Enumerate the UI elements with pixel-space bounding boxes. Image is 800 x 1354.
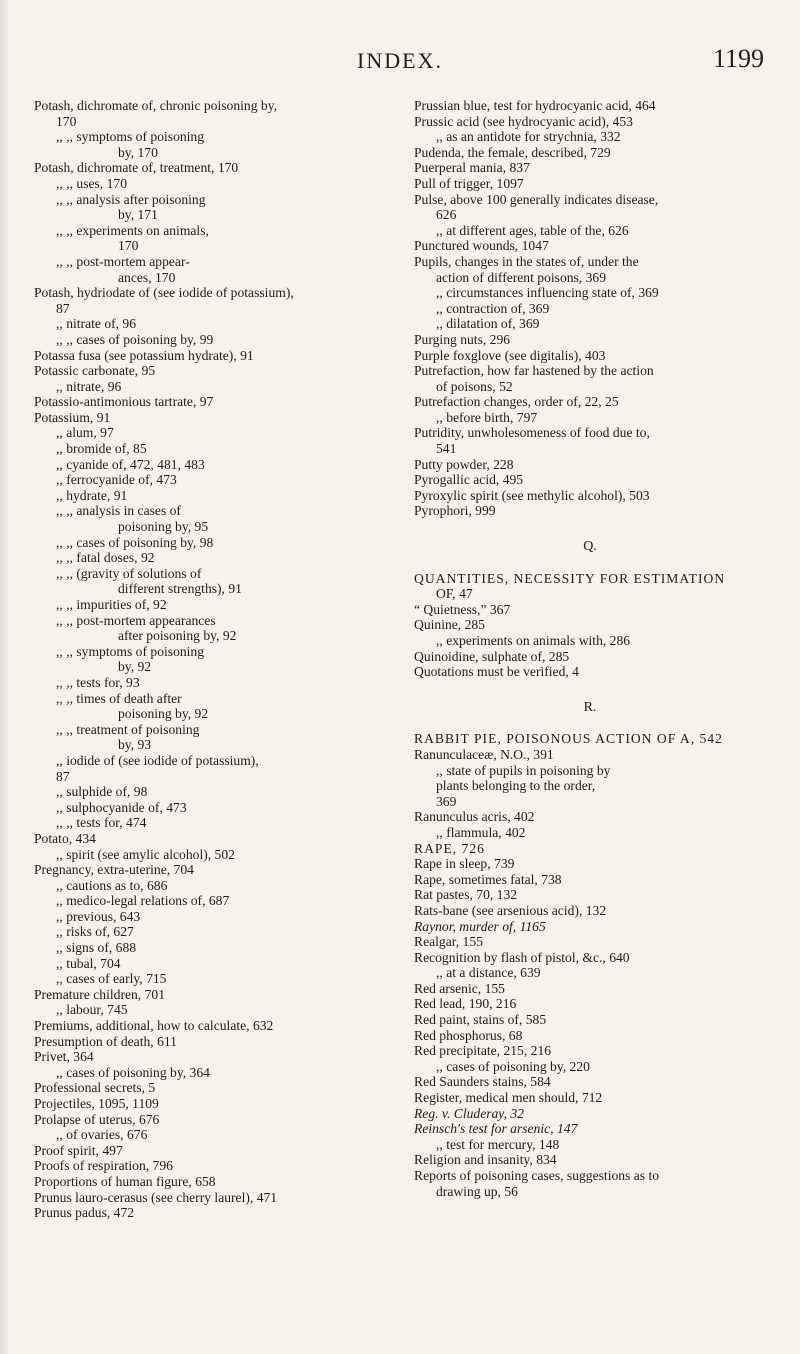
index-entry: 170 [118,238,139,254]
index-entry: ,, cases of early, 715 [56,971,167,987]
index-entry: ,, flammula, 402 [436,824,526,840]
index-entry: Pupils, changes in the states of, under the [414,253,639,269]
index-entry: ,, spirit (see amylic alcohol), 502 [56,846,235,862]
index-entry: Putrefaction changes, order of, 22, 25 [414,394,619,410]
page-number: 1199 [712,44,764,73]
index-entry: 369 [436,793,457,809]
index-entry: Recognition by flash of pistol, &c., 640 [414,949,630,965]
index-entry: ,, of ovaries, 676 [56,1127,148,1143]
index-entry: ,, tubal, 704 [56,955,121,971]
index-entry: Pulse, above 100 generally indicates disease, [414,191,659,207]
index-entry: ,, cases of poisoning by, 220 [436,1058,590,1074]
index-entry: by, 92 [118,659,152,675]
index-entry: by, 171 [118,207,158,223]
index-entry: Pull of trigger, 1097 [414,175,524,191]
index-entry: Quinoidine, sulphate of, 285 [414,648,570,664]
index-entry: Privet, 364 [34,1049,94,1065]
index-entry: 87 [56,768,70,784]
index-entry: ,, ,, post-mortem appearances [56,612,216,628]
index-entry: RABBIT PIE, POISONOUS ACTION OF A, 542 [414,731,723,747]
index-entry: Potassa fusa (see potassium hydrate), 91 [34,347,254,363]
index-entry: ,, alum, 97 [56,425,114,441]
index-entry: Potash, dichromate of, chronic poisoning by, [34,98,278,113]
index-entry: ,, ,, analysis after poisoning [56,191,206,207]
index-entry: Purple foxglove (see digitalis), 403 [414,347,606,363]
index-entry: 541 [436,441,457,457]
index-entry: Potash, dichromate of, treatment, 170 [34,160,239,176]
page-header [0,36,800,76]
index-entry: Prunus padus, 472 [34,1205,135,1221]
index-entry: Proportions of human figure, 658 [34,1173,216,1189]
index-entry: by, 170 [118,144,158,160]
index-entry: Reg. v. Cluderay, 32 [414,1105,524,1121]
page-title: INDEX. [357,48,443,73]
index-entry: QUANTITIES, NECESSITY FOR ESTIMATION [414,570,726,586]
index-entry: Prussian blue, test for hydrocyanic acid, 464 [414,98,656,113]
index-entry: Rats-bane (see arsenious acid), 132 [414,902,607,918]
index-entry: Red lead, 190, 216 [414,996,517,1012]
index-entry: Reports of poisoning cases, suggestions as to [414,1168,660,1183]
index-entry: Rat pastes, 70, 132 [414,887,518,903]
index-entry: ,, at different ages, table of the, 626 [436,222,629,238]
index-entry: ,, circumstances influencing state of, 369 [436,285,659,301]
index-entry: ,, ,, tests for, 474 [56,815,147,831]
index-entry: Prunus lauro-cerasus (see cherry laurel), 471 [34,1189,278,1205]
page-margin-shadow [0,0,10,1354]
index-entry: ,, ,, analysis in cases of [56,503,181,519]
index-entry: Professional secrets, 5 [34,1080,156,1096]
index-entry: Ranunculaceæ, N.O., 391 [414,746,554,762]
index-entry: different strengths), 91 [118,581,242,597]
index-entry: OF, 47 [436,586,473,602]
index-entry: Putrefaction, how far hastened by the action [414,363,654,379]
index-entry: action of different poisons, 369 [436,269,607,285]
index-entry: 87 [56,300,70,316]
index-entry: Ranunculus acris, 402 [414,809,535,825]
index-entry: ,, ,, (gravity of solutions of [56,565,202,581]
index-entry: Premature children, 701 [34,986,165,1002]
index-entry: Reinsch's test for arsenic, 147 [414,1121,578,1137]
index-entry: ,, ,, times of death after [56,690,182,706]
index-entry: Proof spirit, 497 [34,1142,123,1158]
section-letter: R. [583,699,597,715]
index-entry: Rape, sometimes fatal, 738 [414,871,562,887]
index-entry: ,, ferrocyanide of, 473 [56,472,177,488]
index-entry: Putridity, unwholesomeness of food due to, [414,425,650,441]
index-entry: drawing up, 56 [436,1183,518,1199]
index-entry: ,, ,, impurities of, 92 [56,597,167,612]
index-entry: ,, sulphide of, 98 [56,784,148,800]
index-entry: ,, at a distance, 639 [436,965,541,981]
index-entry: ,, ,, tests for, 93 [56,674,140,690]
index-entry: Potassio-antimonious tartrate, 97 [34,394,214,410]
index-column-left [34,98,386,1221]
index-entry: Putty powder, 228 [414,456,514,472]
index-entry: ,, ,, post-mortem appear- [56,253,190,269]
index-column-right [414,98,766,1199]
index-entry: RAPE, 726 [414,840,485,856]
index-entry: ,, ,, symptoms of poisoning [56,643,205,659]
index-entry: ,, sulphocyanide of, 473 [56,799,187,815]
index-entry: ,, as an antidote for strychnia, 332 [436,129,621,145]
index-entry: Pyroxylic spirit (see methylic alcohol), 503 [414,487,650,503]
index-entry: Pyrogallic acid, 495 [414,472,524,488]
index-entry: 626 [436,207,457,223]
index-entry: ,, contraction of, 369 [436,300,550,316]
index-entry: ,, medico-legal relations of, 687 [56,893,230,909]
index-entry: Prolapse of uterus, 676 [34,1111,160,1127]
index-entry: ,, nitrate, 96 [56,378,122,394]
index-entry: 170 [56,113,77,129]
index-entry: ances, 170 [118,269,176,285]
index-entry: Red arsenic, 155 [414,980,505,996]
index-entry: poisoning by, 95 [118,519,209,535]
index-entry: Religion and insanity, 834 [414,1152,557,1168]
index-entry: ,, bromide of, 85 [56,441,147,457]
index-entry: Register, medical men should, 712 [414,1090,603,1106]
index-entry: Proofs of respiration, 796 [34,1158,173,1174]
index-entry: Potato, 434 [34,830,96,846]
index-entry: “ Quietness,” 367 [414,601,511,617]
index-entry: Red paint, stains of, 585 [414,1012,547,1028]
index-entry: ,, test for mercury, 148 [436,1136,560,1152]
index-entry: plants belonging to the order, [436,778,596,794]
index-entry: Punctured wounds, 1047 [414,238,549,254]
index-entry: Quotations must be verified, 4 [414,664,579,680]
index-entry: Red precipitate, 215, 216 [414,1043,552,1059]
index-entry: Rape in sleep, 739 [414,856,515,872]
index-entry: ,, ,, uses, 170 [56,175,127,191]
index-entry: ,, cyanide of, 472, 481, 483 [56,456,205,472]
index-entry: ,, cases of poisoning by, 364 [56,1064,210,1080]
index-entry: ,, cautions as to, 686 [56,877,168,893]
index-entry: ,, before birth, 797 [436,409,538,425]
index-entry: Potassium, 91 [34,409,111,425]
index-entry: Pregnancy, extra-uterine, 704 [34,862,194,878]
index-entry: Realgar, 155 [414,934,483,950]
index-entry: Purging nuts, 296 [414,331,511,347]
index-entry: ,, previous, 643 [56,908,141,924]
index-entry: ,, dilatation of, 369 [436,316,540,332]
index-entry: ,, nitrate of, 96 [56,316,137,332]
index-entry: ,, ,, experiments on animals, [56,222,209,238]
index-entry: by, 93 [118,737,152,753]
index-entry: ,, ,, treatment of poisoning [56,721,200,737]
index-entry: ,, ,, cases of poisoning by, 98 [56,534,214,550]
index-entry: Raynor, murder of, 1165 [414,918,546,934]
index-entry: ,, ,, fatal doses, 92 [56,550,155,566]
index-entry: Potassic carbonate, 95 [34,363,156,379]
index-entry: ,, ,, symptoms of poisoning [56,129,205,145]
index-entry: Potash, hydriodate of (see iodide of potassium), [34,285,294,301]
index-entry: Pyrophori, 999 [414,503,496,519]
index-entry: Red phosphorus, 68 [414,1027,523,1043]
index-entry: Premiums, additional, how to calculate, 632 [34,1018,274,1034]
index-entry: Presumption of death, 611 [34,1033,177,1049]
index-entry: of poisons, 52 [436,378,513,394]
index-entry: Projectiles, 1095, 1109 [34,1096,159,1111]
index-entry: ,, iodide of (see iodide of potassium), [56,752,259,768]
section-letter: Q. [583,539,597,555]
index-entry: ,, labour, 745 [56,1002,128,1018]
index-entry: Quinine, 285 [414,617,485,633]
index-entry: ,, signs of, 688 [56,940,137,956]
index-entry: after poisoning by, 92 [118,628,237,644]
index-entry: poisoning by, 92 [118,706,209,722]
index-entry: Red Saunders stains, 584 [414,1074,551,1090]
index-entry: ,, state of pupils in poisoning by [436,762,611,778]
index-entry: ,, hydrate, 91 [56,487,128,503]
index-entry: Puerperal mania, 837 [414,160,530,176]
index-entry: Prussic acid (see hydrocyanic acid), 453 [414,113,633,129]
index-entry: ,, ,, cases of poisoning by, 99 [56,331,214,347]
index-entry: Pudenda, the female, described, 729 [414,144,611,160]
index-entry: ,, experiments on animals with, 286 [436,633,631,648]
index-entry: ,, risks of, 627 [56,924,134,940]
